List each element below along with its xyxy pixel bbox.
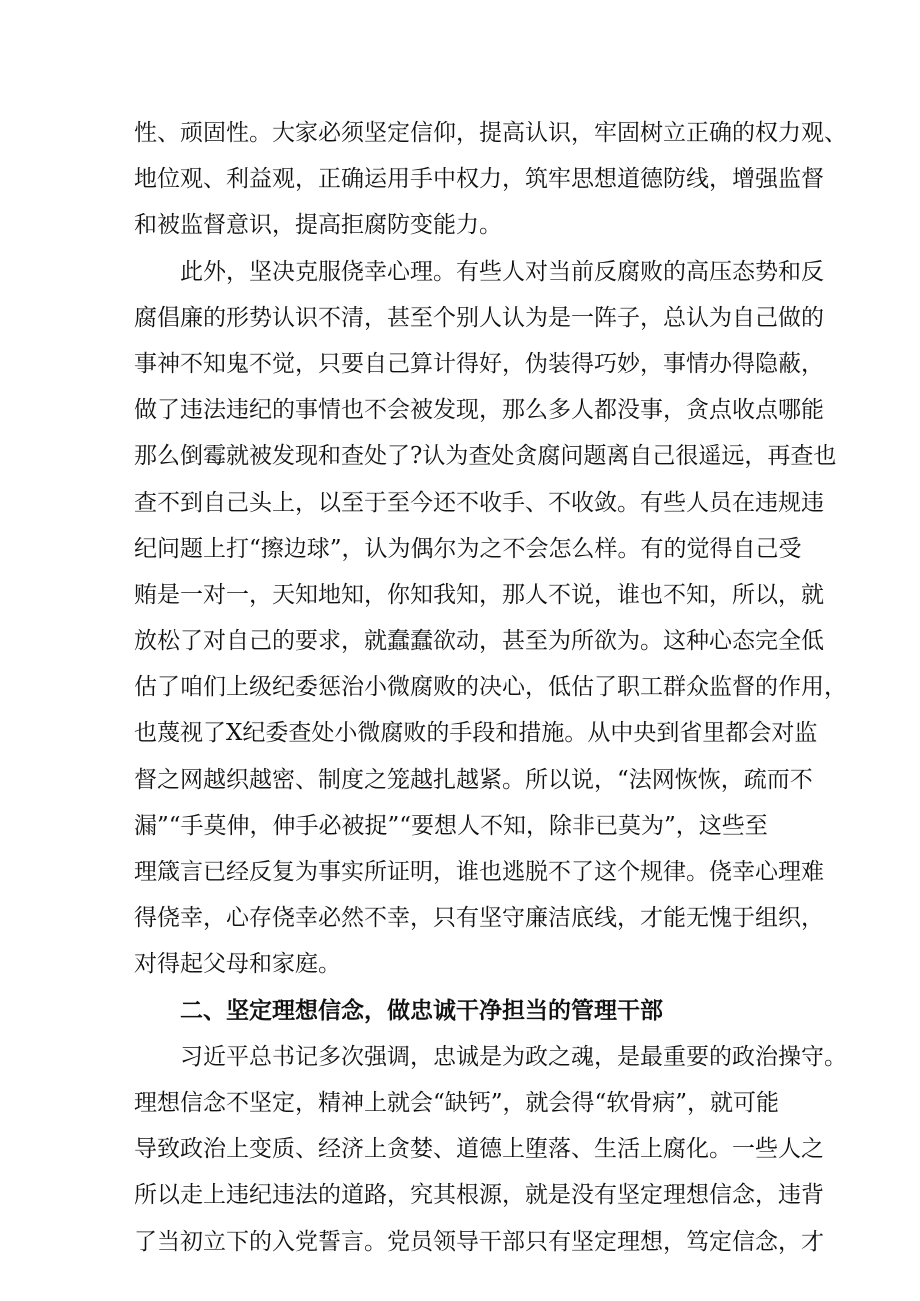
text-line: 腐倡廉的形势认识不清，甚至个别人认为是一阵子，总认为自己做的 [134, 304, 824, 331]
text-line: 所以走上违纪违法的道路，究其根源，就是没有坚定理想信念，违背 [134, 1182, 824, 1209]
text-line: 漏”“手莫伸，伸手必被捉”“要想人不知，除非已莫为”，这些至 [134, 812, 768, 839]
text-line: 放松了对自己的要求，就蠢蠢欲动，甚至为所欲为。这种心态完全低 [134, 628, 824, 655]
text-line: 得侥幸，心存侥幸必然不幸，只有坚守廉洁底线，才能无愧于组织， [134, 905, 824, 932]
text-line: 贿是一对一，天知地知，你知我知，那人不说，谁也不知，所以，就 [134, 581, 824, 608]
body-text [134, 110, 847, 1265]
text-line: 事神不知鬼不觉，只要自己算计得好，伪装得巧妙，事情办得隐蔽， [134, 350, 824, 377]
paragraph-first-line: 习近平总书记多次强调，忠诚是为政之魂，是最重要的政治操守。 [180, 1043, 847, 1070]
text-line: 和被监督意识，提高拒腐防变能力。 [134, 212, 502, 239]
text-line: 对得起父母和家庭。 [134, 951, 341, 978]
text-line: 查不到自己头上，以至于至今还不收手、不收敛。有些人员在违规违 [134, 489, 824, 516]
text-line: 也蔑视了X纪委查处小微腐败的手段和措施。从中央到省里都会对监 [134, 720, 818, 747]
text-line: 纪问题上打“擦边球”，认为偶尔为之不会怎么样。有的觉得自己受 [134, 535, 802, 562]
text-line: 做了违法违纪的事情也不会被发现，那么多人都没事，贪点收点哪能 [134, 397, 824, 424]
text-line: 理想信念不坚定，精神上就会“缺钙”，就会得“软骨病”，就可能 [134, 1089, 780, 1116]
text-line: 性、顽固性。大家必须坚定信仰，提高认识，牢固树立正确的权力观、 [134, 120, 847, 146]
text-line: 导致政治上变质、经济上贪婪、道德上堕落、生活上腐化。一些人之 [134, 1136, 824, 1163]
text-line: 了当初立下的入党誓言。党员领导干部只有坚定理想，笃定信念，才 [134, 1228, 824, 1255]
section-heading: 二、坚定理想信念，做忠诚干净担当的管理干部 [180, 997, 663, 1024]
text-line: 督之网越织越密、制度之笼越扎越紧。所以说，“法网恢恢，疏而不 [134, 766, 813, 793]
text-line: 理箴言已经反复为事实所证明，谁也逃脱不了这个规律。侥幸心理难 [134, 859, 824, 885]
text-line: 地位观、利益观，正确运用手中权力，筑牢思想道德防线，增强监督 [134, 166, 824, 193]
text-line: 估了咱们上级纪委惩治小微腐败的决心，低估了职工群众监督的作用， [134, 674, 847, 701]
paragraph-first-line: 此外，坚决克服侥幸心理。有些人对当前反腐败的高压态势和反 [180, 258, 824, 285]
text-line: 那么倒霉就被发现和查处了?认为查处贪腐问题离自己很遥远，再查也 [134, 443, 837, 470]
